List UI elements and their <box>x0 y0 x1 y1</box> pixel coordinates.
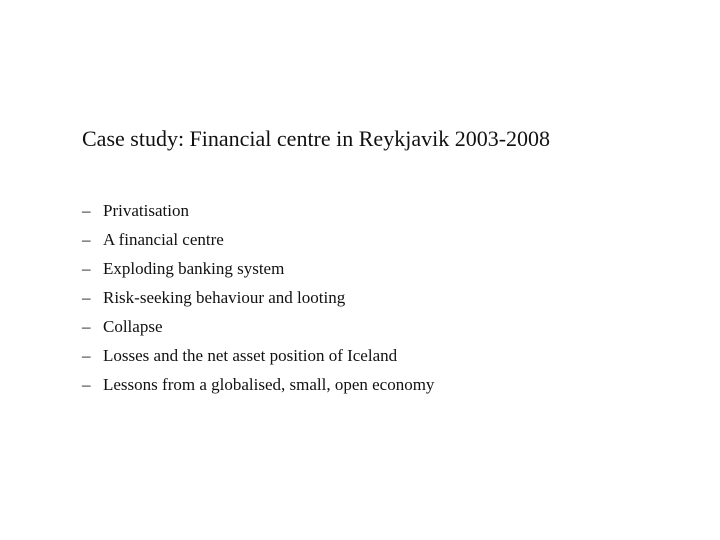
bullet-dash: – <box>82 230 91 249</box>
bullet-text: A financial centre <box>103 230 224 249</box>
bullet-dash: – <box>82 201 91 220</box>
bullet-text: Losses and the net asset position of Iceland <box>103 346 398 365</box>
bullet-text: Collapse <box>103 317 163 336</box>
bullet-text: Exploding banking system <box>103 259 285 278</box>
bullet-text: Lessons from a globalised, small, open economy <box>103 375 435 394</box>
bullet-text: Privatisation <box>103 201 189 220</box>
bullet-dash: – <box>82 259 91 278</box>
bullet-dash: – <box>82 346 91 365</box>
bullet-text: Risk-seeking behaviour and looting <box>103 288 346 307</box>
bullet-dash: – <box>82 288 91 307</box>
bullet-dash: – <box>82 375 91 394</box>
slide-title: Case study: Financial centre in Reykjavik 2003-2008 <box>82 126 551 151</box>
bullet-dash: – <box>82 317 91 336</box>
